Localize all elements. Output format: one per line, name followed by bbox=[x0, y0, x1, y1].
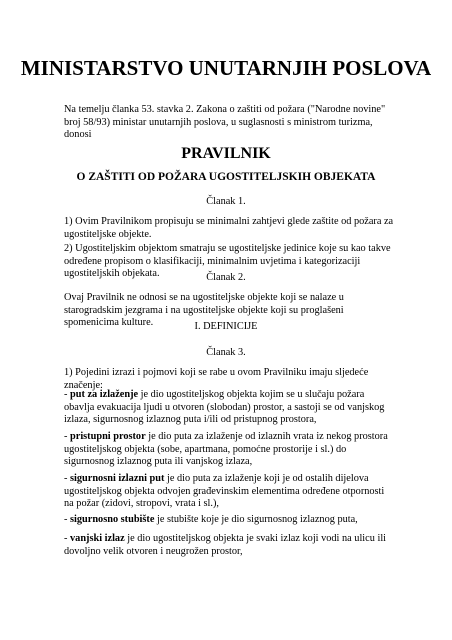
definition-term: sigurnosni izlazni put bbox=[70, 473, 165, 484]
section-1-heading: I. DEFINICIJE bbox=[194, 321, 258, 332]
definition-item bbox=[64, 514, 394, 527]
definition-dash: - bbox=[64, 533, 71, 544]
article-1-paragraph-2: 2) Ugostiteljskim objektom smatraju se ugostiteljske jedinice koje su kao takve određene propisom o klasifikaciji, minimalnim uvjetima i kategorizaciji ugostiteljskih objekata. bbox=[64, 243, 391, 280]
definition-term: pristupni prostor bbox=[70, 431, 146, 442]
document-type-heading: PRAVILNIK bbox=[181, 145, 271, 162]
definition-item bbox=[64, 533, 394, 558]
article-3-heading: Članak 3. bbox=[206, 347, 246, 358]
definition-text: je dio puta za izlaženje koji je od ostalih dijelova ugostiteljskog objekta odvojen građevinskim elementima određene otpornosti na požar (zidovi, stropovi, vrata i sl.), bbox=[64, 473, 385, 510]
definition-term: sigurnosno stubište bbox=[70, 514, 155, 525]
article-3-paragraph-1: 1) Pojedini izrazi i pojmovi koji se rabe u ovom Pravilniku imaju sljedeće značenje: bbox=[64, 367, 369, 391]
article-1-heading: Članak 1. bbox=[206, 196, 246, 207]
definition-text: je stubište koje je dio sigurnosnog izlaznog puta, bbox=[154, 514, 358, 525]
definition-item bbox=[64, 389, 394, 427]
definition-item bbox=[64, 431, 394, 469]
definition-text: je dio ugostiteljskog objekta kojim se u slučaju požara obavlja evakuacija ljudi u otvoren (slobodan) prostor, a sastoji se od vanjskog izlaza, sigurnosnog izlaznog puta i/ili od pristupnog prostora, bbox=[64, 389, 385, 426]
definition-dash: - bbox=[64, 514, 71, 525]
intro-paragraph: Na temelju članka 53. stavka 2. Zakona o zaštiti od požara ("Narodne novine" broj 58/93) ministar unutarnjih poslova, u suglasnosti s ministrom turizma, donosi bbox=[64, 104, 386, 141]
document-subject-heading: O ZAŠTITI OD POŽARA UGOSTITELJSKIH OBJEKATA bbox=[76, 171, 376, 183]
definition-term: vanjski izlaz bbox=[70, 533, 125, 544]
definition-item bbox=[64, 473, 394, 511]
definition-term: put za izlaženje bbox=[70, 389, 139, 400]
article-1-paragraph-1: 1) Ovim Pravilnikom propisuju se minimalni zahtjevi glede zaštite od požara za ugostiteljske objekte. bbox=[64, 216, 394, 240]
definition-dash: - bbox=[64, 431, 71, 442]
document-title: MINISTARSTVO UNUTARNJIH POSLOVA bbox=[20, 56, 432, 80]
definition-text: je dio ugostiteljskog objekta je svaki izlaz koji vodi na ulicu ili dovoljno velik otvoren i neugrožen prostor, bbox=[64, 533, 387, 557]
article-2-paragraph-1: Ovaj Pravilnik ne odnosi se na ugostiteljske objekte koji se nalaze u starogradskim jezgrama i na ugostiteljske objekte koji su proglašeni spomenicima kulture. bbox=[64, 292, 344, 329]
definition-dash: - bbox=[64, 389, 71, 400]
article-2-heading: Članak 2. bbox=[206, 272, 246, 283]
definition-dash: - bbox=[64, 473, 71, 484]
definition-text: je dio puta za izlaženje od izlaznih vrata iz nekog prostora ugostiteljskog objekta (sobe, apartmana, pomoćne prostorije i sl.) do sigurnosnog izlaznog puta ili vanjskog izlaza, bbox=[64, 431, 388, 468]
